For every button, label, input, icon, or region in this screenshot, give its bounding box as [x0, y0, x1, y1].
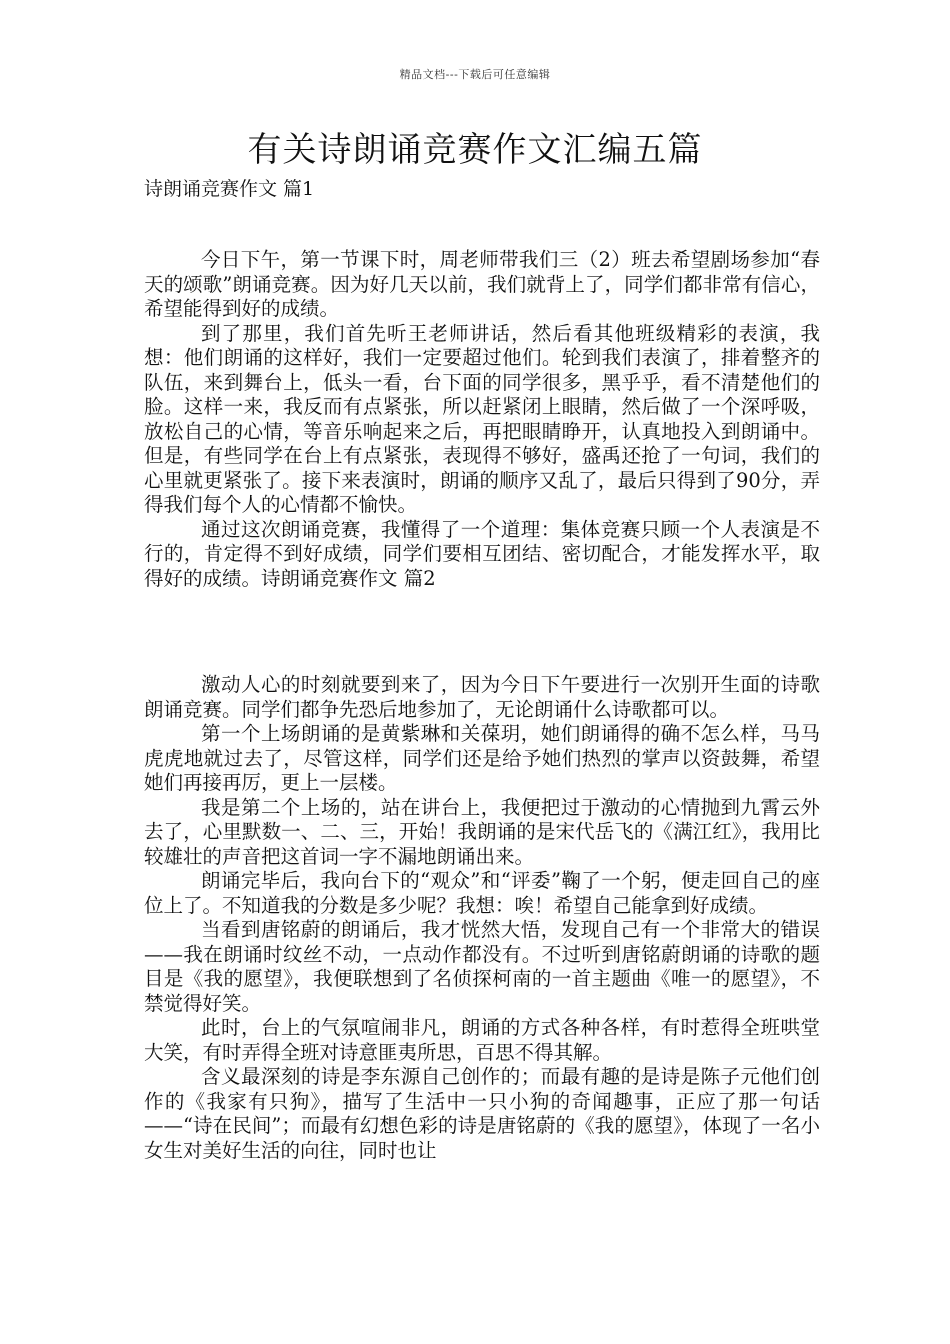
section1-body — [144, 248, 820, 591]
section2-paragraph-1: 激动人心的时刻就要到来了，因为今日下午要进行一次别开生面的诗歌朗诵竞赛。同学们都争先恐后地参加了，无论朗诵什么诗歌都可以。 — [144, 673, 820, 721]
section2-paragraph-2: 第一个上场朗诵的是黄紫琳和关葆玥，她们朗诵得的确不怎么样，马马虎虎地就过去了，尽管这样，同学们还是给予她们热烈的掌声以资鼓舞，希望她们再接再厉，更上一层楼。 — [144, 722, 820, 794]
section1-paragraph-3-text: 通过这次朗诵竞赛，我懂得了一个道理：集体竞赛只顾一个人表演是不行的，肯定得不到好成绩，同学们要相互团结、密切配合，才能发挥水平，取得好的成绩。 — [144, 517, 820, 590]
section1-paragraph-3 — [144, 518, 820, 592]
section2-paragraph-5: 当看到唐铭蔚的朗诵后，我才恍然大悟，发现自己有一个非常大的错误——我在朗诵时纹丝不动，一点动作都没有。不过听到唐铭蔚朗诵的诗歌的题目是《我的愿望》，我便联想到了名侦探柯南的一首主题曲《唯一的愿望》，不禁觉得好笑。 — [144, 918, 820, 1015]
section2-paragraph-7: 含义最深刻的诗是李东源自己创作的；而最有趣的是诗是陈子元他们创作的《我家有只狗》，描写了生活中一只小狗的奇闻趣事，正应了那一句话——“诗在民间”；而最有幻想色彩的诗是唐铭蔚的《我的愿望》，体现了一名小女生对美好生活的向往，同时也让 — [144, 1065, 820, 1162]
section1-subtitle: 诗朗诵竞赛作文 篇1 — [144, 178, 315, 200]
header-note: 精品文档---下载后可任意编辑 — [399, 68, 551, 81]
section2-subtitle: 诗朗诵竞赛作文 篇2 — [261, 566, 436, 590]
section2-paragraph-4: 朗诵完毕后，我向台下的“观众”和“评委”鞠了一个躬，便走回自己的座位上了。不知道我的分数是多少呢？我想：唉！希望自己能拿到好成绩。 — [144, 869, 820, 917]
section1-paragraph-2: 到了那里，我们首先听王老师讲话，然后看其他班级精彩的表演，我想：他们朗诵的这样好，我们一定要超过他们。轮到我们表演了，排着整齐的队伍，来到舞台上，低头一看，台下面的同学很多，黑乎乎，看不清楚他们的脸。这样一来，我反而有点紧张，所以赶紧闭上眼睛，然后做了一个深呼吸，放松自己的心情，等音乐响起来之后，再把眼睛睁开，认真地投入到朗诵中。但是，有些同学在台上有点紧张，表现得不够好，盛禹还抢了一句词，我们的心里就更紧张了。接下来表演时，朗诵的顺序又乱了，最后只得到了90分，弄得我们每个人的心情都不愉快。 — [144, 321, 820, 516]
section1-paragraph-1: 今日下午，第一节课下时，周老师带我们三（2）班去希望剧场参加“春天的颂歌”朗诵竞赛。因为好几天以前，我们就背上了，同学们都非常有信心，希望能得到好的成绩。 — [144, 248, 820, 320]
section2-paragraph-6: 此时，台上的气氛喧闹非凡，朗诵的方式各种各样，有时惹得全班哄堂大笑，有时弄得全班对诗意匪夷所思，百思不得其解。 — [144, 1016, 820, 1064]
document-title: 有关诗朗诵竞赛作文汇编五篇 — [247, 130, 703, 170]
section2-body — [144, 673, 820, 1163]
section2-paragraph-3: 我是第二个上场的，站在讲台上，我便把过于激动的心情抛到九霄云外去了，心里默数一、二、三，开始！我朗诵的是宋代岳飞的《满江红》，我用比较雄壮的声音把这首词一字不漏地朗诵出来。 — [144, 795, 820, 868]
